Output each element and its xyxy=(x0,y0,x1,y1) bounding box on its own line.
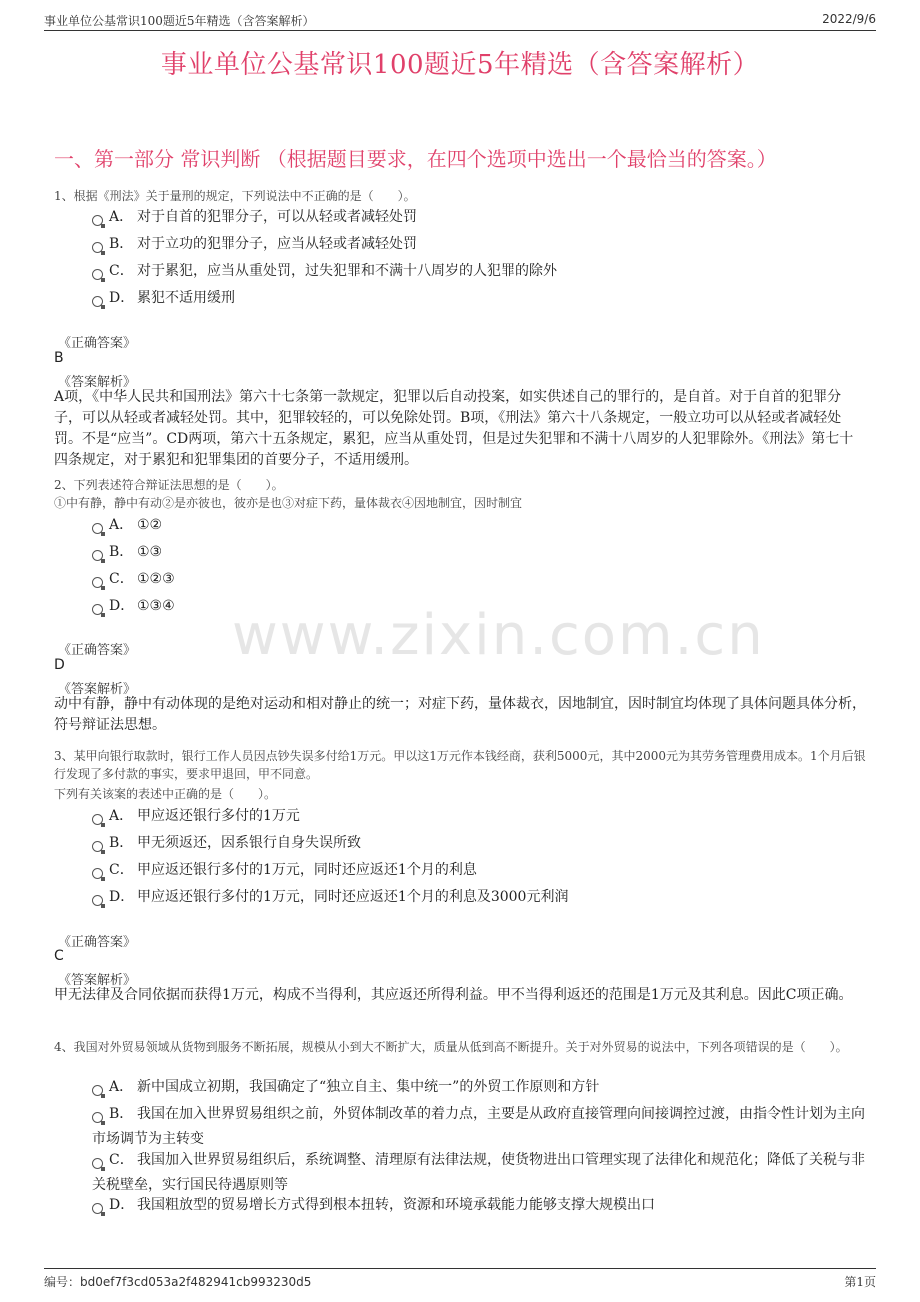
radio-icon[interactable] xyxy=(92,242,103,253)
option-text: 我国在加入世界贸易组织之前，外贸体制改革的着力点，主要是从政府直接管理向间接调控过渡，由指令性计划为主向市场调节为主转变 xyxy=(92,1106,865,1147)
option-letter: D． xyxy=(109,1197,135,1213)
explanation-text: 甲无法律及合同依据而获得1万元，构成不当得利，其应返还所得利益。甲不当得利返还的范围是1万元及其利息。因此C项正确。 xyxy=(54,987,853,1003)
radio-icon[interactable] xyxy=(92,604,103,615)
radio-icon[interactable] xyxy=(92,895,103,906)
explanation-label: 《答案解析》 xyxy=(58,682,137,697)
option-item[interactable] xyxy=(92,1193,866,1218)
question-stem: 2、下列表述符合辩证法思想的是（ ）。 xyxy=(54,478,284,492)
watermark: www.zixin.com.cn xyxy=(232,603,765,668)
option-text: ①②③ xyxy=(137,571,175,587)
option-text: 甲应返还银行多付的1万元，同时还应返还1个月的利息及3000元利润 xyxy=(137,889,569,905)
option-item[interactable] xyxy=(92,259,866,284)
answer-value: D xyxy=(54,657,65,673)
option-item[interactable] xyxy=(92,1102,866,1152)
answer-label: 《正确答案》 xyxy=(58,643,137,658)
option-text: ①② xyxy=(137,517,163,533)
document-id xyxy=(44,1273,311,1290)
option-item[interactable] xyxy=(92,205,866,230)
option-letter: D． xyxy=(109,290,135,306)
answer-label: 《正确答案》 xyxy=(58,336,137,351)
radio-icon[interactable] xyxy=(92,269,103,280)
option-item[interactable] xyxy=(92,831,866,856)
radio-icon[interactable] xyxy=(92,523,103,534)
option-letter: B． xyxy=(109,544,134,560)
radio-icon[interactable] xyxy=(92,215,103,226)
radio-icon[interactable] xyxy=(92,814,103,825)
option-text: 累犯不适用缓刑 xyxy=(137,290,235,306)
option-letter: C． xyxy=(109,571,134,587)
question-stem-extra: ①中有静，静中有动②是亦彼也，彼亦是也③对症下药，量体裁衣④因地制宜，因时制宜 xyxy=(54,496,523,510)
option-letter: B． xyxy=(109,835,134,851)
option-text: 对于自首的犯罪分子，可以从轻或者减轻处罚 xyxy=(137,209,417,225)
explanation-text: A项，《中华人民共和国刑法》第六十七条第一款规定，犯罪以后自动投案，如实供述自己的罪行的，是自首。对于自首的犯罪分子，可以从轻或者减轻处罚。其中，犯罪较轻的，可以免除处罚。B项，《刑法》第六十八条规定，一般立功可以从轻或者减轻处罚。不是“应当”。CD两项，第六十五条规定，累犯，应当从重处罚，但是过失犯罪和不满十八周岁的人犯罪除外。《刑法》第七十四条规定，对于累犯和犯罪集团的首要分子，不适用缓刑。 xyxy=(54,389,854,468)
option-item[interactable] xyxy=(92,513,866,538)
option-letter: B． xyxy=(109,236,134,252)
section-heading: 一、第一部分 常识判断 （根据题目要求，在四个选项中选出一个最恰当的答案。） xyxy=(54,147,777,171)
option-letter: D． xyxy=(109,889,135,905)
option-item[interactable] xyxy=(92,804,866,829)
radio-icon[interactable] xyxy=(92,1203,103,1214)
document-title: 事业单位公基常识100题近5年精选（含答案解析） xyxy=(160,50,760,80)
option-letter: A． xyxy=(109,1079,134,1095)
explanation-text: 动中有静，静中有动体现的是绝对运动和相对静止的统一；对症下药，量体裁衣，因地制宜，因时制宜均体现了具体问题具体分析，符号辩证法思想。 xyxy=(54,696,866,733)
question-stem: 1、根据《刑法》关于量刑的规定，下列说法中不正确的是（ ）。 xyxy=(54,189,416,203)
answer-value: B xyxy=(54,350,64,366)
radio-icon[interactable] xyxy=(92,1085,103,1096)
option-text: 对于立功的犯罪分子，应当从轻或者减轻处罚 xyxy=(137,236,417,252)
option-item[interactable] xyxy=(92,540,866,565)
page-footer xyxy=(44,1268,876,1289)
option-text: 新中国成立初期，我国确定了“独立自主、集中统一”的外贸工作原则和方针 xyxy=(137,1079,600,1095)
answer-label: 《正确答案》 xyxy=(58,935,137,950)
radio-icon[interactable] xyxy=(92,841,103,852)
radio-icon[interactable] xyxy=(92,577,103,588)
option-text: 对于累犯，应当从重处罚，过失犯罪和不满十八周岁的人犯罪的除外 xyxy=(137,263,557,279)
option-letter: C． xyxy=(109,1152,134,1168)
option-letter: C． xyxy=(109,862,134,878)
question-stem: 3、某甲向银行取款时，银行工作人员因点钞失误多付给1万元。甲以这1万元作本钱经商，获利5000元，其中2000元为其劳务管理费用成本。1个月后银行发现了多付款的事实，要求甲退回，甲不同意。 xyxy=(54,749,866,781)
option-text: 甲无须返还，因系银行自身失误所致 xyxy=(137,835,361,851)
answer-value: C xyxy=(54,948,64,964)
radio-icon[interactable] xyxy=(92,550,103,561)
option-text: 甲应返还银行多付的1万元，同时还应返还1个月的利息 xyxy=(137,862,477,878)
header-date: 2022/9/6 xyxy=(822,12,876,26)
option-item[interactable] xyxy=(92,885,866,910)
option-text: 我国加入世界贸易组织后，系统调整、清理原有法律法规，使货物进出口管理实现了法律化和规范化；降低了关税与非关税壁垒，实行国民待遇原则等 xyxy=(92,1152,865,1193)
option-letter: D． xyxy=(109,598,135,614)
option-item[interactable] xyxy=(92,567,866,592)
option-item[interactable] xyxy=(92,858,866,883)
radio-icon[interactable] xyxy=(92,868,103,879)
option-item[interactable] xyxy=(92,286,866,311)
option-letter: A． xyxy=(109,517,134,533)
option-text: ①③ xyxy=(137,544,163,560)
option-text: 我国粗放型的贸易增长方式得到根本扭转，资源和环境承载能力能够支撑大规模出口 xyxy=(137,1197,655,1213)
option-letter: A． xyxy=(109,808,134,824)
page-number xyxy=(844,1273,876,1290)
option-item[interactable] xyxy=(92,1075,866,1100)
radio-icon[interactable] xyxy=(92,296,103,307)
option-letter: C． xyxy=(109,263,134,279)
option-letter: A． xyxy=(109,209,134,225)
explanation-label: 《答案解析》 xyxy=(58,375,137,390)
option-item[interactable] xyxy=(92,232,866,257)
radio-icon[interactable] xyxy=(92,1112,103,1123)
header-doc-title: 事业单位公基常识100题近5年精选（含答案解析） xyxy=(44,14,315,28)
explanation-label: 《答案解析》 xyxy=(58,973,137,988)
option-text: 甲应返还银行多付的1万元 xyxy=(137,808,300,824)
document-id-value: bd0ef7f3cd053a2f482941cb993230d5 xyxy=(80,1275,312,1289)
option-text: ①③④ xyxy=(137,598,175,614)
page-number-value: 1 xyxy=(856,1275,864,1289)
page-suffix: 页 xyxy=(863,1275,876,1289)
question-stem-extra: 下列有关该案的表述中正确的是（ ）。 xyxy=(54,787,277,801)
page-prefix: 第 xyxy=(844,1275,857,1289)
option-letter: B． xyxy=(109,1106,134,1122)
question-stem: 4、我国对外贸易领域从货物到服务不断拓展，规模从小到大不断扩大，质量从低到高不断提升。关于对外贸易的说法中，下列各项错误的是（ ）。 xyxy=(54,1040,848,1054)
document-id-label: 编号： xyxy=(44,1275,81,1289)
option-item[interactable] xyxy=(92,1148,866,1198)
page-header xyxy=(44,12,876,31)
radio-icon[interactable] xyxy=(92,1158,103,1169)
option-item[interactable] xyxy=(92,594,866,619)
